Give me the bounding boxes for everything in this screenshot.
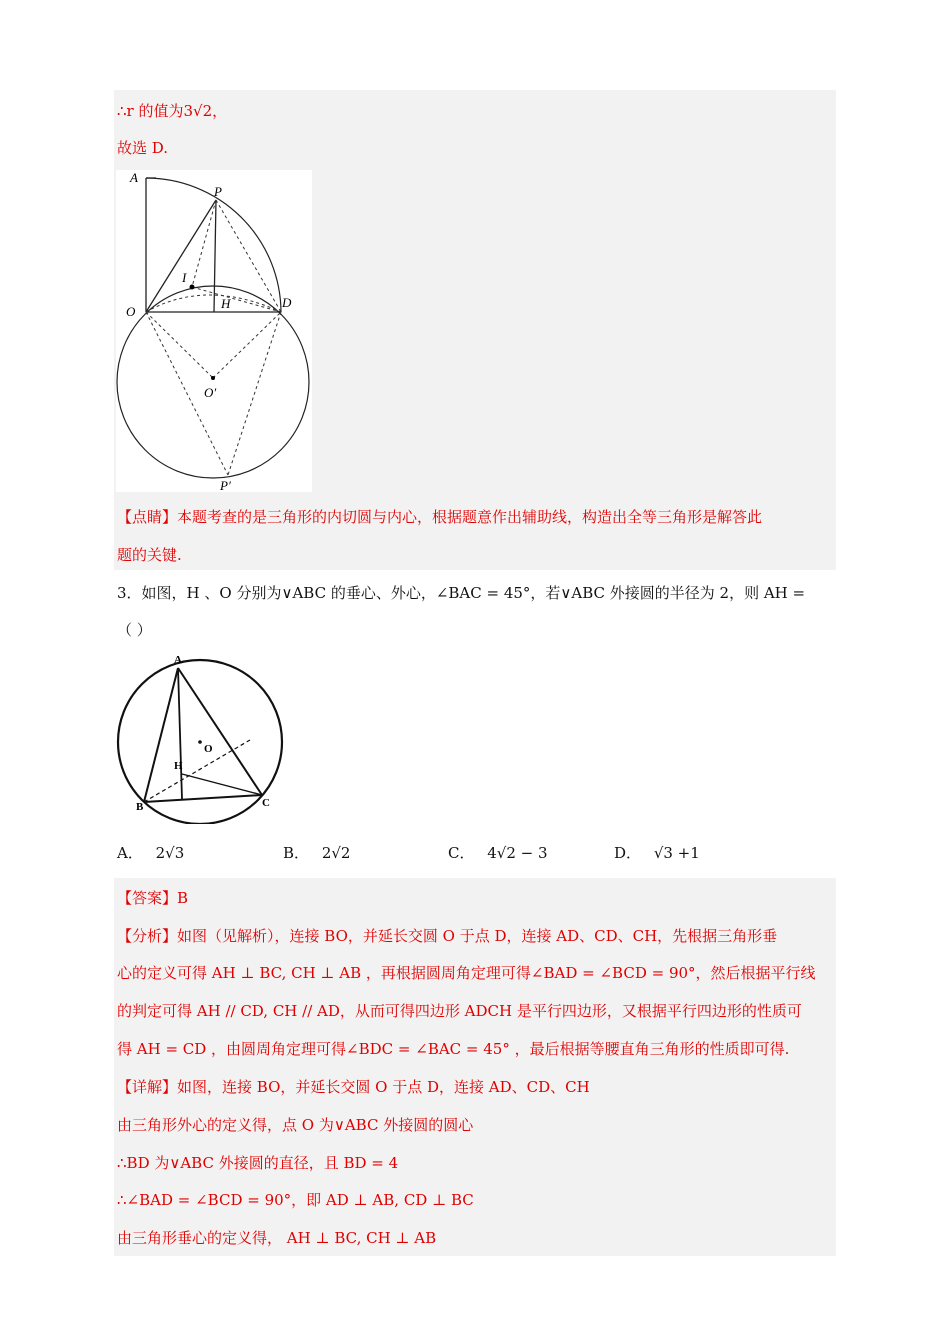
geometry-figure-1 — [116, 170, 312, 492]
label-O: O — [204, 743, 213, 755]
analysis-line: 心的定义可得 AH ⊥ BC, CH ⊥ AB ，再根据圆周角定理可得∠BAD = ∠BCD = 90°，然后根据平行线 — [117, 964, 816, 982]
label-C: C — [262, 797, 270, 809]
label-H: H — [174, 760, 183, 772]
label-O-prime: O′ — [204, 385, 217, 400]
label-P: P — [214, 184, 222, 199]
text-line: 故选 D. — [117, 139, 169, 157]
label-A: A — [130, 170, 138, 185]
label-A: A — [174, 654, 182, 666]
option-value: 2√3 — [155, 844, 185, 862]
answer-line: 【答案】B — [117, 889, 189, 907]
analysis-line: 的判定可得 AH // CD, CH // AD，从而可得四边形 ADCH 是平行四边形，又根据平行四边形的性质可 — [117, 1002, 802, 1020]
label-D: D — [282, 295, 292, 310]
geometry-figure-2 — [114, 652, 286, 824]
analysis-line: 得 AH = CD ，由圆周角定理可得∠BDC = ∠BAC = 45° ，最后根据等腰直角三角形的性质即可得. — [117, 1040, 790, 1058]
detail-line: 由三角形外心的定义得，点 O 为∨ABC 外接圆的圆心 — [117, 1116, 474, 1134]
text-line: 【点睛】本题考查的是三角形的内切圆与内心，根据题意作出辅助线，构造出全等三角形是解答此 — [117, 508, 763, 526]
option-label: B． — [283, 844, 310, 862]
text-line: 题的关键. — [117, 546, 182, 564]
option-a — [117, 843, 184, 863]
option-label: A． — [117, 844, 143, 862]
option-value: 2√2 — [321, 844, 351, 862]
question-text: （ ） — [117, 621, 152, 639]
label-O: O — [126, 304, 136, 319]
option-value: 4√2 − 3 — [487, 844, 548, 862]
label-P-prime: P′ — [220, 478, 231, 492]
text-line: ∴r 的值为3√2， — [117, 102, 228, 120]
detail-line: 【详解】如图，连接 BO，并延长交圆 O 于点 D，连接 AD、CD、CH — [117, 1078, 590, 1096]
detail-line: ∴BD 为∨ABC 外接圆的直径，且 BD = 4 — [117, 1154, 399, 1172]
option-label: D． — [614, 844, 642, 862]
detail-line: ∴∠BAD = ∠BCD = 90°，即 AD ⊥ AB, CD ⊥ BC — [117, 1191, 474, 1209]
option-c — [448, 843, 548, 863]
label-B: B — [136, 801, 144, 813]
option-label: C． — [448, 844, 475, 862]
option-b — [283, 843, 350, 863]
label-H: H — [221, 296, 231, 311]
option-value: √3 +1 — [653, 844, 700, 862]
option-d — [614, 843, 700, 863]
label-I: I — [182, 270, 187, 285]
question-text: 3．如图，H 、O 分别为∨ABC 的垂心、外心，∠BAC = 45°，若∨ABC 外接圆的半径为 2，则 AH = — [117, 584, 806, 602]
analysis-line: 【分析】如图（见解析），连接 BO，并延长交圆 O 于点 D，连接 AD、CD、CH，先根据三角形垂 — [117, 927, 778, 945]
detail-line: 由三角形垂心的定义得， AH ⊥ BC, CH ⊥ AB — [117, 1229, 437, 1247]
